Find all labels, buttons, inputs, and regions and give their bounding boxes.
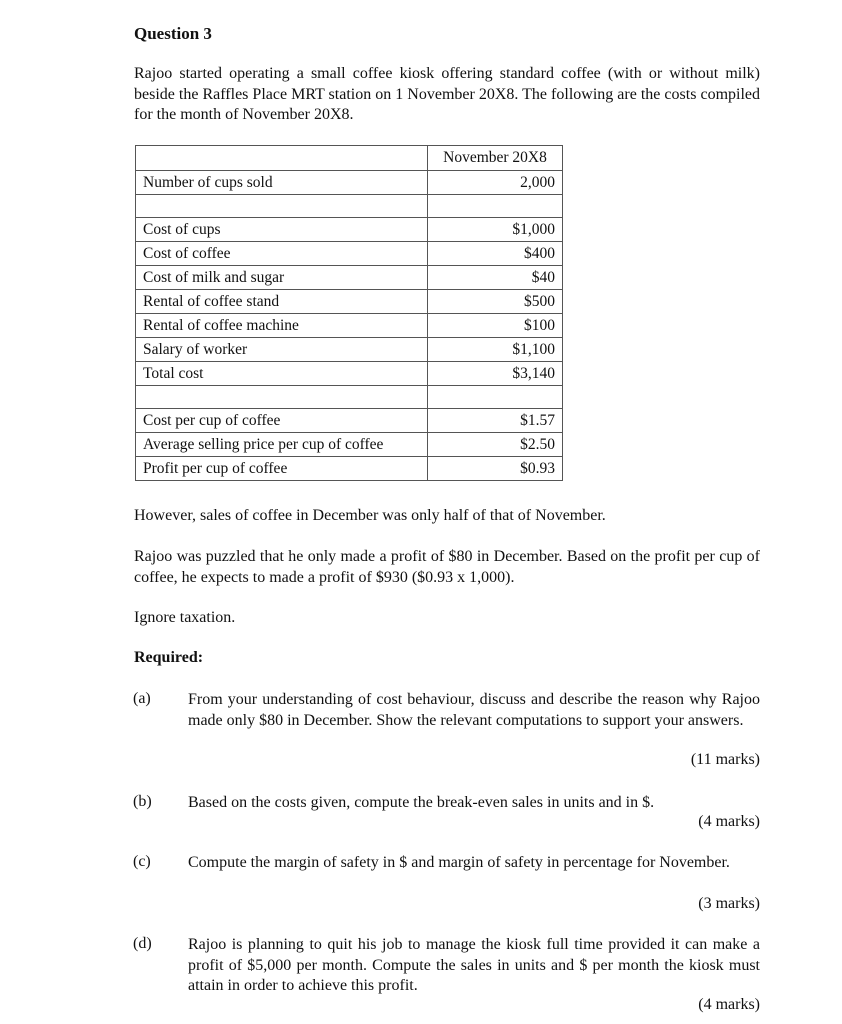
marks-b: (4 marks)	[698, 813, 760, 830]
question-text-b: Based on the costs given, compute the break-even sales in units and in $.	[188, 794, 655, 811]
table-header-row	[136, 146, 563, 171]
total-cost-value: $3,140	[428, 362, 563, 386]
taxation-note: Ignore taxation.	[134, 609, 236, 626]
cost-value: $500	[428, 290, 563, 314]
per-cup-label: Cost per cup of coffee	[136, 409, 428, 433]
column-header: November 20X8	[428, 146, 563, 171]
question-text-a: From your understanding of cost behaviour, discuss and describe the reason why Rajoo made only $80 in December. Show the relevant computations to support your answers.	[188, 691, 760, 729]
cost-value: $1,100	[428, 338, 563, 362]
intro-paragraph: Rajoo started operating a small coffee kiosk offering standard coffee (with or without milk) beside the Raffles Place MRT station on 1 November 20X8. The following are the costs compiled for the month of November 20X8.	[134, 65, 760, 123]
table-row	[136, 338, 563, 362]
question-letter-a: (a)	[133, 690, 151, 707]
cups-sold-label: Number of cups sold	[136, 171, 428, 195]
blank-row	[136, 195, 563, 218]
per-cup-value: $0.93	[428, 457, 563, 481]
table-row	[136, 290, 563, 314]
marks-d: (4 marks)	[698, 996, 760, 1013]
per-cup-value: $1.57	[428, 409, 563, 433]
cost-label: Rental of coffee machine	[136, 314, 428, 338]
table-row	[136, 171, 563, 195]
question-letter-d: (d)	[133, 935, 152, 952]
question-letter-b: (b)	[133, 793, 152, 810]
table-row	[136, 266, 563, 290]
blank-row	[136, 386, 563, 409]
table-row	[136, 218, 563, 242]
table-row	[136, 433, 563, 457]
cost-label: Rental of coffee stand	[136, 290, 428, 314]
december-paragraph: However, sales of coffee in December was only half of that of November.	[134, 507, 606, 524]
cost-label: Salary of worker	[136, 338, 428, 362]
table-row	[136, 457, 563, 481]
table-row	[136, 362, 563, 386]
per-cup-label: Average selling price per cup of coffee	[136, 433, 428, 457]
marks-a: (11 marks)	[690, 751, 760, 768]
puzzled-paragraph: Rajoo was puzzled that he only made a profit of $80 in December. Based on the profit per cup of coffee, he expects to made a profit of $930 ($0.93 x 1,000).	[134, 548, 760, 586]
per-cup-label: Profit per cup of coffee	[136, 457, 428, 481]
cost-value: $400	[428, 242, 563, 266]
header-blank-cell	[136, 146, 428, 171]
cost-value: $40	[428, 266, 563, 290]
per-cup-value: $2.50	[428, 433, 563, 457]
cost-label: Cost of milk and sugar	[136, 266, 428, 290]
cost-table	[135, 145, 563, 481]
cost-value: $100	[428, 314, 563, 338]
table-row	[136, 314, 563, 338]
cost-value: $1,000	[428, 218, 563, 242]
table-row	[136, 242, 563, 266]
marks-c: (3 marks)	[698, 895, 760, 912]
required-heading: Required:	[134, 649, 204, 666]
cost-label: Cost of cups	[136, 218, 428, 242]
cups-sold-value: 2,000	[428, 171, 563, 195]
question-title: Question 3	[134, 24, 212, 43]
total-cost-label: Total cost	[136, 362, 428, 386]
question-text-d: Rajoo is planning to quit his job to manage the kiosk full time provided it can make a profit of $5,000 per month. Compute the sales in units and $ per month the kiosk must attain in order to achieve this profit.	[188, 936, 760, 994]
cost-label: Cost of coffee	[136, 242, 428, 266]
question-letter-c: (c)	[133, 853, 151, 870]
question-text-c: Compute the margin of safety in $ and margin of safety in percentage for November.	[188, 854, 730, 871]
table-row	[136, 409, 563, 433]
